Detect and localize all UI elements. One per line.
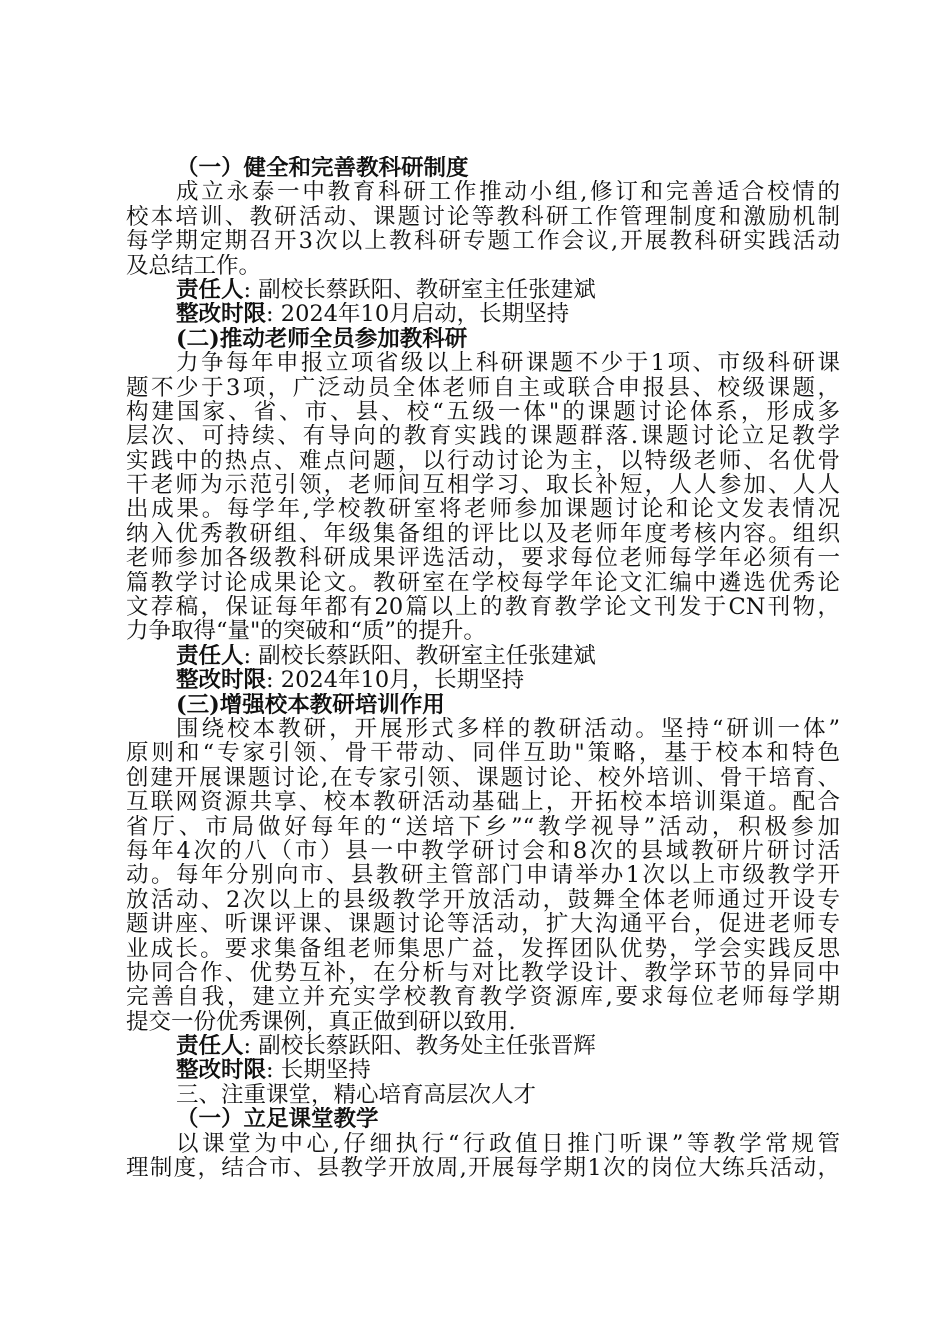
paragraph-line: 互联网资源共享、校本教研活动基础上，开拓校本培训渠道。配合 xyxy=(126,790,840,815)
document-page xyxy=(126,156,840,1180)
paragraph-line: 实践中的热点、难点问题，以行动讨论为主，以特级老师、名优骨 xyxy=(126,448,840,474)
paragraph-line: 及总结工作。 xyxy=(126,253,262,278)
paragraph-line: 完善自我，建立并充实学校教育教学资源库,要求每位老师每学期 xyxy=(126,985,840,1010)
meta-value: : 2024年10月，长期坚持 xyxy=(266,668,525,693)
paragraph-line: 提交一份优秀课例，真正做到研以致用. xyxy=(126,1009,516,1035)
paragraph-line: 业成长。要求集备组老师集思广益，发挥团队优势，学会实践反思 xyxy=(126,936,840,961)
paragraph-line: 老师参加各级教科研成果评选活动，要求每位老师每学年必须有一 xyxy=(126,546,840,571)
paragraph-line: 篇教学讨论成果论文。教研室在学校每学年论文汇编中遴选优秀论 xyxy=(126,570,840,596)
paragraph-line: 原则和“专家引领、骨干带动、同伴互助"策略，基于校本和特色 xyxy=(126,741,840,766)
paragraph-line: 题讲座、听课评课、课题讨论等活动，扩大沟通平台，促进老师专 xyxy=(126,912,840,937)
meta-key: 整改时限 xyxy=(176,668,267,693)
paragraph-line: 理制度，结合市、县教学开放周,开展每学期1次的岗位大练兵活动， xyxy=(126,1156,840,1181)
meta-key: 整改时限 xyxy=(176,1058,267,1083)
paragraph-line: 干老师为示范引领，老师间互相学习、取长补短，人人参加、人人 xyxy=(126,473,840,498)
section-heading: （一）健全和完善教科研制度 xyxy=(176,156,469,181)
paragraph-line: 围绕校本教研，开展形式多样的教研活动。坚持“研训一体” xyxy=(176,716,840,742)
meta-line xyxy=(126,302,840,326)
paragraph-line: 放活动、2次以上的县级教学开放活动，鼓舞全体老师通过开设专 xyxy=(126,887,840,913)
paragraph-line: 出成果。每学年,学校教研室将老师参加课题讨论和论文发表情况 xyxy=(126,497,840,522)
meta-line xyxy=(126,668,840,692)
meta-value: : 副校长蔡跃阳、教研室主任张建斌 xyxy=(243,277,596,303)
meta-value: : 副校长蔡跃阳、教研室主任张建斌 xyxy=(243,643,596,669)
paragraph-line: 构建国家、省、市、县、校“五级一体"的课题讨论体系，形成多 xyxy=(126,399,840,425)
paragraph-line: 以课堂为中心,仔细执行“行政值日推门听课”等教学常规管 xyxy=(176,1131,840,1157)
meta-line xyxy=(126,278,840,302)
paragraph-line: 省厅、市局做好每年的“送培下乡”“教学视导”活动，积极参加 xyxy=(126,814,840,839)
paragraph-line: 创建开展课题讨论,在专家引领、课题讨论、校外培训、骨干培育、 xyxy=(126,765,840,791)
meta-line xyxy=(126,1034,840,1058)
paragraph-line: 力争每年申报立项省级以上科研课题不少于1项、市级科研课 xyxy=(176,351,840,376)
paragraph-line: 每学期定期召开3次以上教科研专题工作会议,开展教科研实践活动 xyxy=(126,229,840,254)
meta-value: : 副校长蔡跃阳、教务处主任张晋辉 xyxy=(243,1034,596,1059)
section-heading: （一）立足课堂教学 xyxy=(176,1107,379,1132)
meta-key: 责任人 xyxy=(176,643,244,669)
paragraph-line: 每年4次的八（市）县一中教学研讨会和8次的县域教研片研讨活 xyxy=(126,838,840,864)
meta-key: 责任人 xyxy=(176,277,244,303)
paragraph-line: 力争取得“量"的突破和“质”的提升。 xyxy=(126,619,486,644)
section-heading: (二)推动老师全员参加教科研 xyxy=(176,326,468,352)
paragraph-line: 协同合作、优势互补，在分析与对比教学设计、教学环节的异同中 xyxy=(126,960,840,986)
paragraph-line: 层次、可持续、有导向的教育实践的课题群落.课题讨论立足教学 xyxy=(126,424,840,449)
paragraph-line: 题不少于3项，广泛动员全体老师自主或联合申报县、校级课题， xyxy=(126,375,840,400)
paragraph-line: 纳入优秀教研组、年级集备组的评比以及老师年度考核内容。组织 xyxy=(126,521,840,547)
meta-value: : 长期坚持 xyxy=(266,1058,371,1083)
meta-key: 整改时限 xyxy=(176,302,267,327)
meta-value: : 2024年10月启动，长期坚持 xyxy=(266,302,570,327)
chapter-heading: 三、注重课堂，精心培育高层次人才 xyxy=(176,1082,537,1108)
paragraph-line: 校本培训、教研活动、课题讨论等教科研工作管理制度和激励机制 xyxy=(126,204,840,230)
meta-key: 责任人 xyxy=(176,1034,244,1059)
paragraph-line: 文荐稿，保证每年都有20篇以上的教育教学论文刊发于CN刊物， xyxy=(126,595,840,620)
paragraph-line: 成立永泰一中教育科研工作推动小组,修订和完善适合校情的 xyxy=(176,180,840,205)
meta-line xyxy=(126,1058,840,1082)
paragraph-line: 动。每年分别向市、县教研主管部门申请举办1次以上市级教学开 xyxy=(126,863,840,888)
meta-line xyxy=(126,644,840,668)
section-heading: (三)增强校本教研培训作用 xyxy=(176,692,445,717)
